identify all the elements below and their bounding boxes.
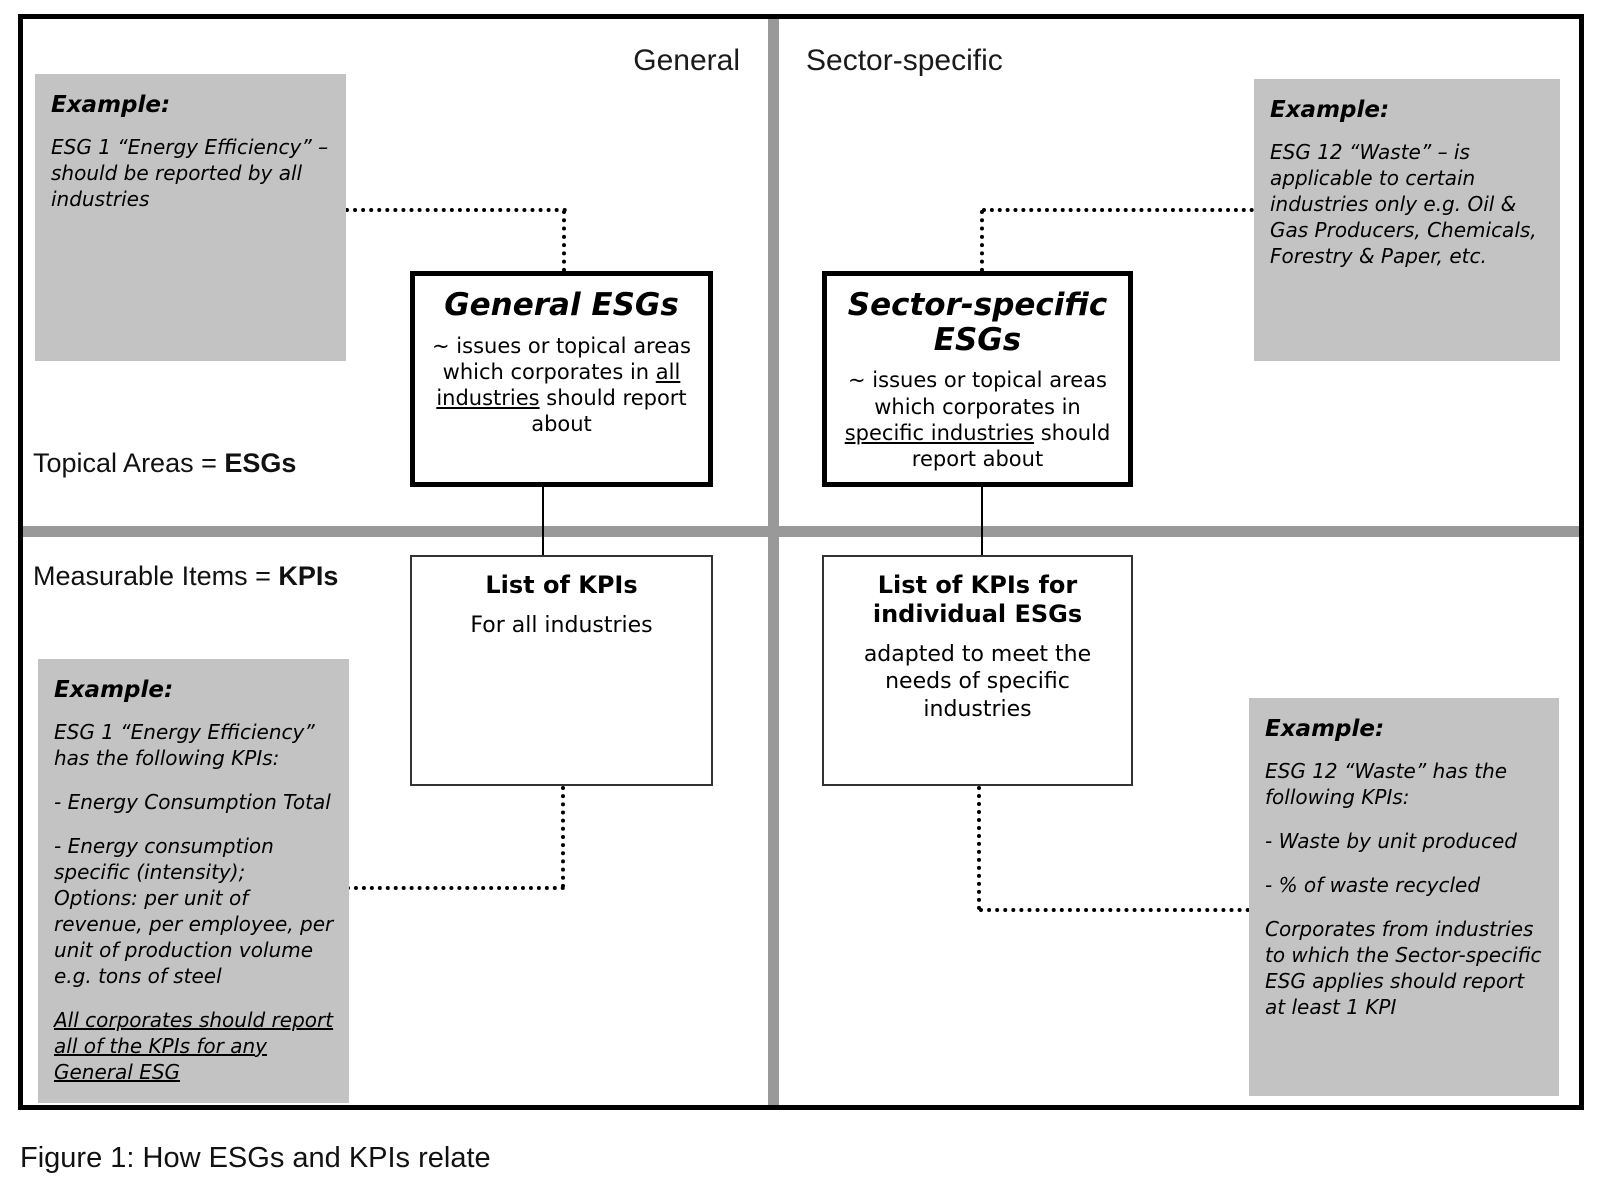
- connector-dotted-topleft-vertical: [562, 210, 566, 272]
- example-text-underlined: All corporates should report all of the KPIs for any General ESG: [54, 1008, 334, 1084]
- sector-specific-esgs-body: [835, 367, 1120, 472]
- figure-caption: Figure 1: How ESGs and KPIs relate: [20, 1142, 491, 1174]
- example-label: Example:: [1270, 97, 1390, 123]
- column-header-sector-specific: Sector-specific: [806, 44, 1003, 77]
- connector-dotted-topright-horizontal: [982, 208, 1254, 212]
- body-text: should report about: [531, 386, 687, 437]
- general-esgs-title: General ESGs: [444, 287, 679, 323]
- list-of-kpis-title: List of KPIs: [485, 571, 638, 599]
- row-label-measurable-items: [33, 561, 338, 592]
- row-label-topical-term: ESGs: [224, 448, 297, 478]
- example-box-sector-esg: [1254, 79, 1560, 361]
- connector-dotted-topleft-horizontal: [345, 208, 567, 212]
- vertical-quadrant-divider: [768, 19, 779, 1105]
- example-label: Example:: [1265, 716, 1385, 742]
- connector-dotted-bottomleft-horizontal: [346, 886, 565, 890]
- example-text: ESG 12 “Waste” has the following KPIs:: [1265, 759, 1508, 809]
- connector-dotted-bottomleft-vertical: [561, 786, 565, 888]
- row-label-topical-prefix: Topical Areas =: [33, 448, 225, 478]
- body-text-underlined: specific industries: [844, 420, 1035, 445]
- connector-dotted-bottomright-horizontal: [979, 908, 1250, 912]
- connector-solid-sector-esgs-to-kpis: [981, 485, 983, 557]
- connector-dotted-topright-vertical: [980, 210, 984, 272]
- connector-dotted-bottomright-vertical: [977, 786, 981, 910]
- body-text: ~ issues or topical areas which corporates in: [848, 368, 1107, 419]
- horizontal-quadrant-divider: [23, 526, 1579, 537]
- example-text: Corporates from industries to which the Sector-specific ESG applies should report at least 1 KPI: [1265, 917, 1542, 1019]
- sector-specific-esgs-box: [822, 271, 1133, 487]
- row-label-measurable-prefix: Measurable Items =: [33, 561, 279, 591]
- list-of-kpis-body: For all industries: [470, 612, 653, 638]
- list-of-kpis-box: [410, 555, 713, 786]
- sector-specific-esgs-title: Sector-specific ESGs: [847, 287, 1108, 358]
- body-text: ~ issues or topical areas which corporates in: [432, 333, 691, 384]
- example-text: - Waste by unit produced: [1265, 829, 1517, 853]
- example-text: - Energy consumption specific (intensity); Options: per unit of revenue, per employee, per unit of production volume e.g. tons of steel: [54, 834, 334, 988]
- example-box-sector-kpis: [1249, 698, 1559, 1096]
- example-label: Example:: [54, 677, 174, 703]
- example-box-general-kpis: [38, 659, 349, 1103]
- example-box-general-esg: [35, 74, 346, 361]
- row-label-topical-areas: [33, 448, 296, 479]
- example-text: - % of waste recycled: [1265, 873, 1481, 897]
- connector-solid-general-esgs-to-kpis: [542, 485, 544, 557]
- general-esgs-box: [410, 271, 713, 487]
- list-of-kpis-individual-title: List of KPIs for individual ESGs: [872, 571, 1083, 628]
- example-text: ESG 1 “Energy Efficiency” has the following KPIs:: [54, 720, 315, 770]
- row-label-measurable-term: KPIs: [278, 561, 339, 591]
- body-text: should report about: [911, 420, 1111, 472]
- example-text: ESG 1 “Energy Efficiency” – should be reported by all industries: [51, 135, 329, 211]
- example-text: ESG 12 “Waste” – is applicable to certain industries only e.g. Oil & Gas Producers, Chemicals, Forestry & Paper, etc.: [1270, 140, 1537, 268]
- column-header-general: General: [633, 44, 740, 77]
- example-label: Example:: [51, 92, 171, 118]
- general-esgs-body: [423, 333, 700, 438]
- list-of-kpis-individual-body: adapted to meet the needs of specific industries: [863, 641, 1092, 722]
- list-of-kpis-individual-box: [822, 555, 1133, 786]
- example-text: - Energy Consumption Total: [54, 790, 331, 814]
- body-text-underlined: all industries: [436, 359, 681, 411]
